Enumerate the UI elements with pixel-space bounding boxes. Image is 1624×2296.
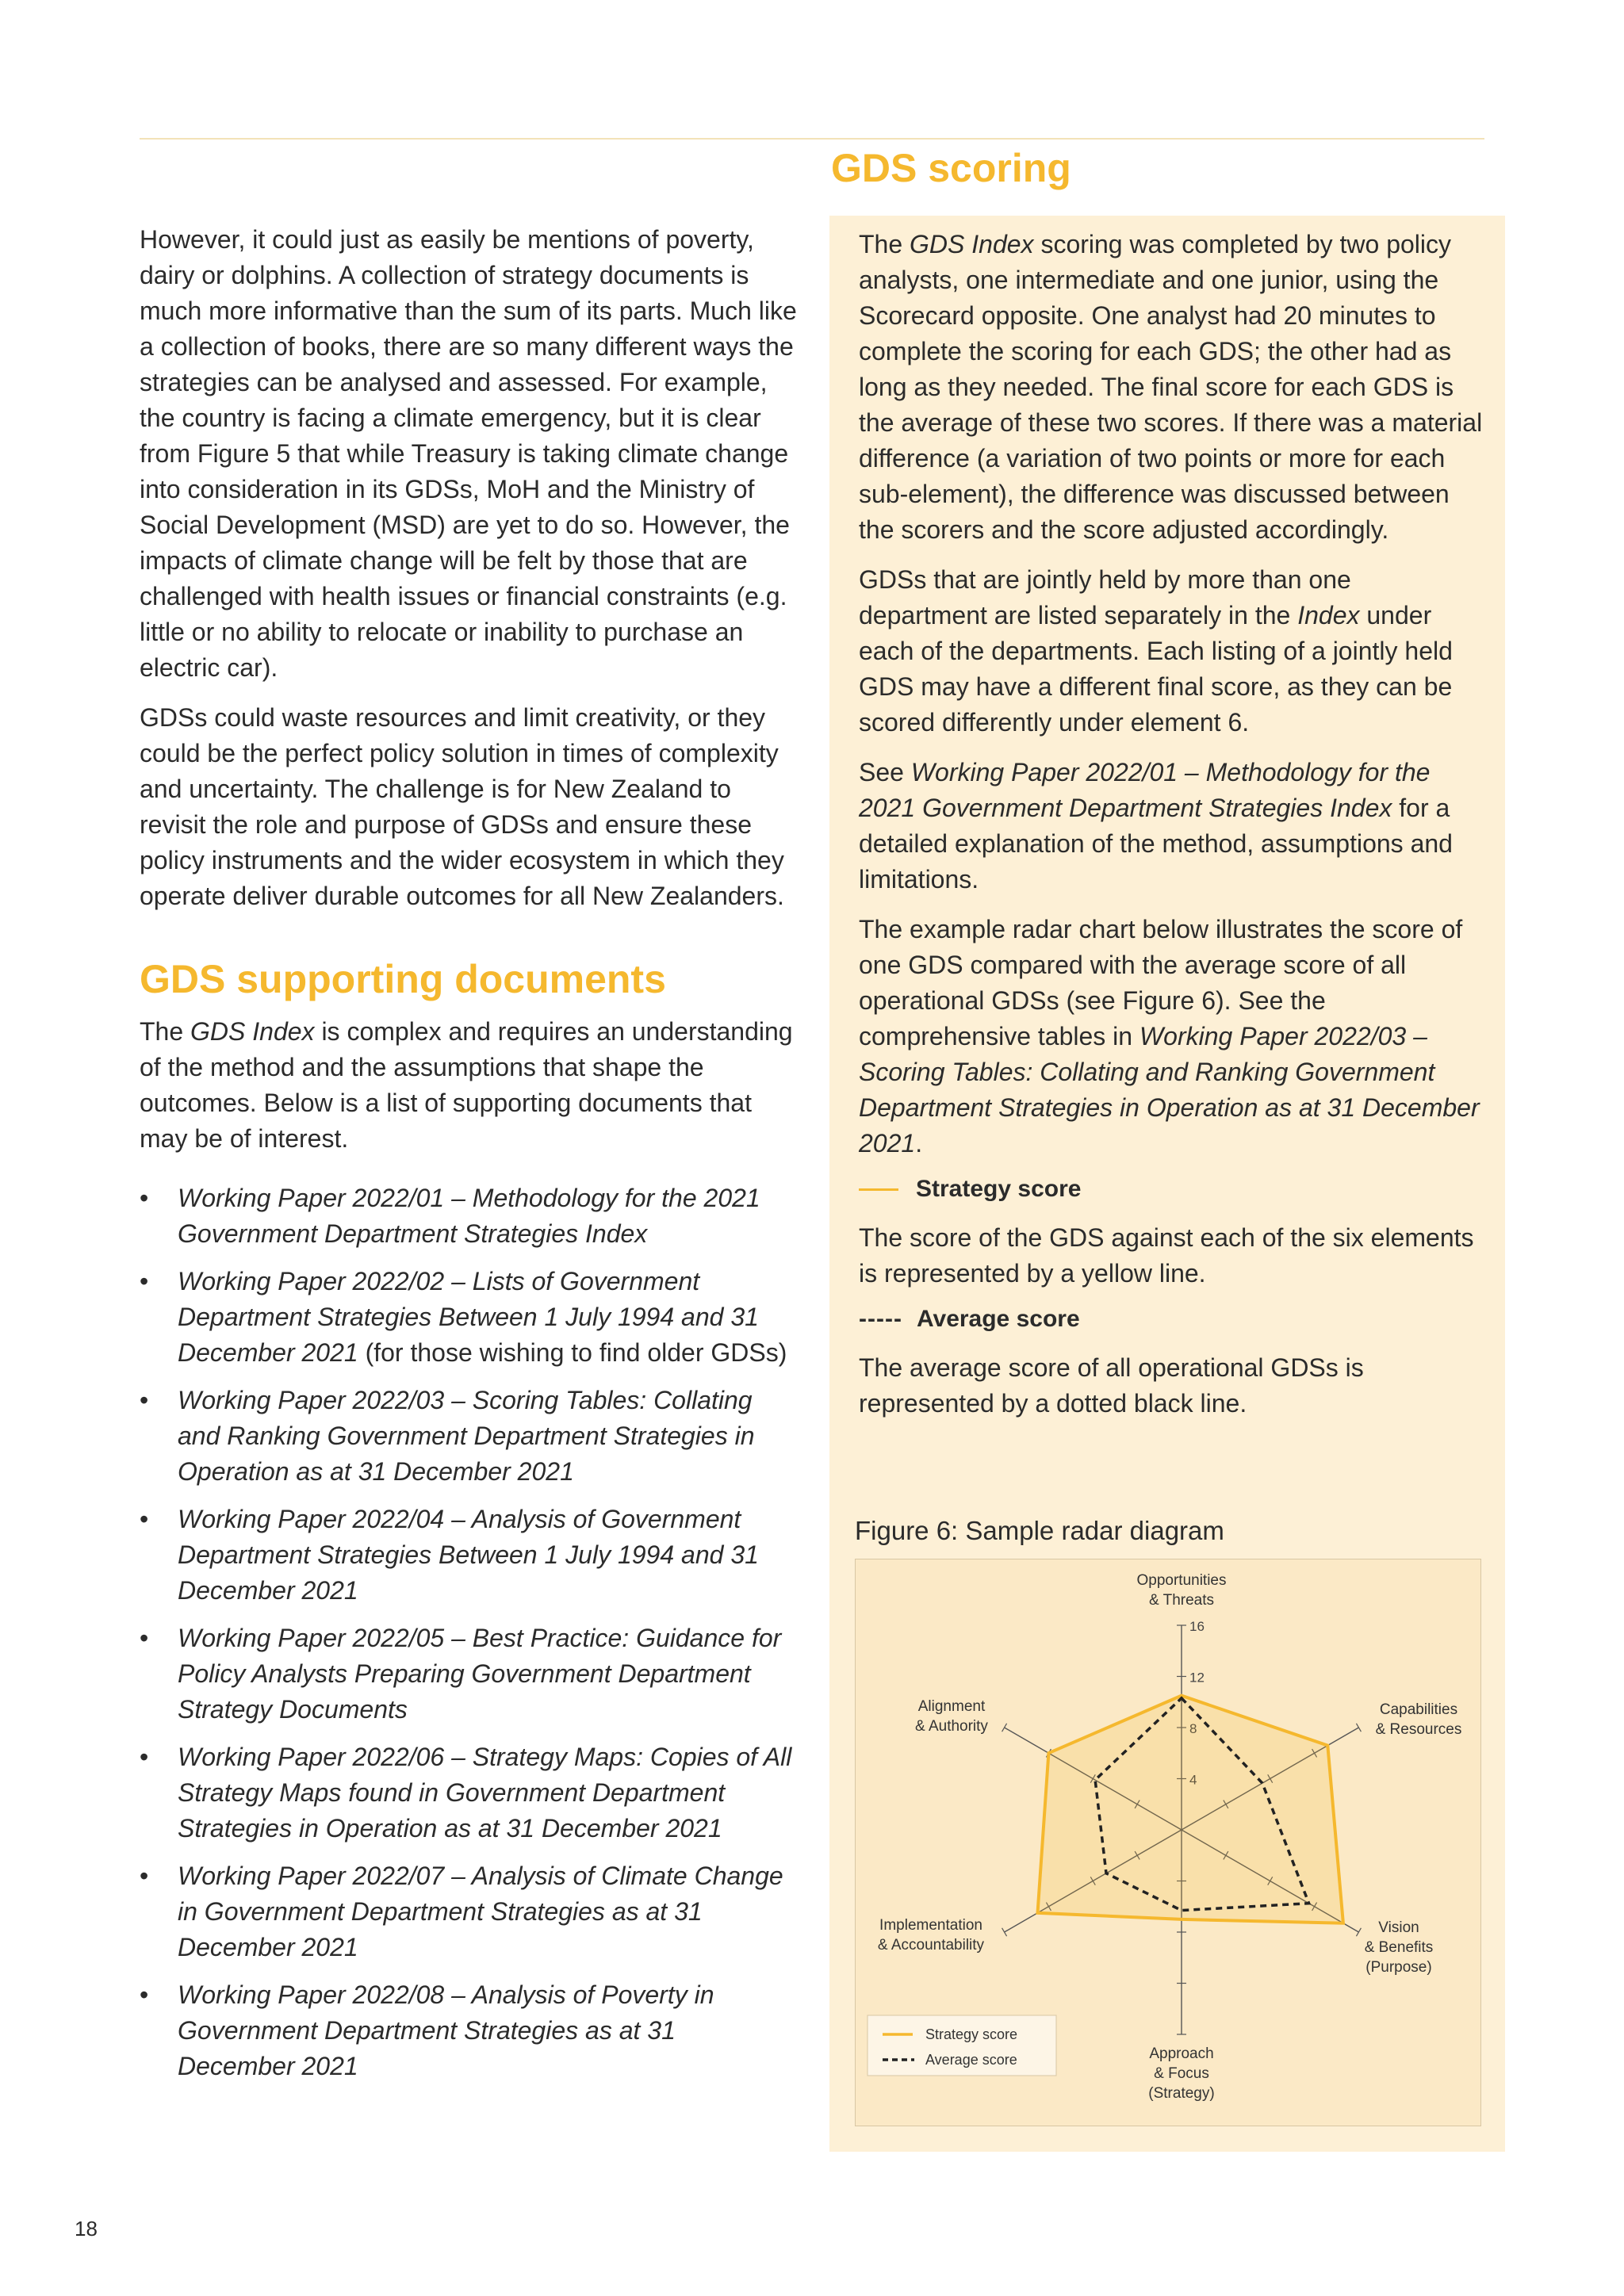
tick-label: 16 — [1189, 1619, 1205, 1634]
paragraph-gds-challenge: GDSs could waste resources and limit creativity, or they could be the perfect policy solution in times of complexity and uncertainty. The challenge is for New Zealand to revisit the role and purpose of GDSs and ensure these policy instruments and the wider ecosystem in which they operate deliver durable outcomes for all New Zealanders. — [140, 703, 784, 910]
top-rule — [140, 138, 1484, 140]
axis-label-line: Vision — [1378, 1919, 1419, 1936]
doc-title: Working Paper 2022/01 – Methodology for the 2021 Government Department Strategies Index — [178, 1184, 760, 1248]
gds-scoring-heading: GDS scoring — [831, 146, 1071, 190]
axis-label-line: & Benefits — [1364, 1939, 1434, 1956]
tick-label: 12 — [1189, 1670, 1205, 1686]
doc-title: Working Paper 2022/05 – Best Practice: Guidance for Policy Analysts Preparing Government Department Strategy Documents — [178, 1624, 782, 1724]
radar-chart-box — [855, 1559, 1481, 2126]
axis-label-line: & Accountability — [877, 1937, 985, 1954]
axis-label-line: & Focus — [1154, 2065, 1209, 2082]
strategy-score-key — [859, 1176, 1485, 1203]
doc-title: Working Paper 2022/08 – Analysis of Poverty in Government Department Strategies as at 31 December 2021 — [178, 1980, 714, 2080]
page-number: 18 — [75, 2217, 98, 2241]
bullet: • — [140, 1184, 149, 1212]
left-column — [140, 222, 798, 2096]
average-score-description: The average score of all operational GDSs is represented by a dotted black line. — [859, 1353, 1364, 1418]
axis-label — [915, 1698, 988, 1735]
legend-strategy-label: Strategy score — [925, 2026, 1018, 2042]
doc-note: (for those wishing to find older GDSs) — [358, 1338, 787, 1367]
strategy-score-description: The score of the GDS against each of the six elements is represented by a yellow line. — [859, 1223, 1474, 1288]
axis-label-line: Opportunities — [1136, 1572, 1227, 1589]
axis-label-line: & Resources — [1375, 1721, 1462, 1738]
doc-title: Working Paper 2022/07 – Analysis of Climate Change in Government Department Strategies as at 31 December 2021 — [178, 1862, 783, 1961]
bullet: • — [140, 1386, 149, 1414]
supporting-intro: The GDS Index is complex and requires an understanding of the method and the assumptions that shape the outcomes. Below is a list of supporting documents that may be of interest. — [140, 1017, 793, 1153]
list-item — [140, 1977, 798, 2084]
axis-label — [1136, 1572, 1226, 1609]
paragraph-climate: However, it could just as easily be mentions of poverty, dairy or dolphins. A collection of strategy documents is much more informative than the sum of its parts. Much like a collection of books, there are so many different ways the strategies can be analysed and assessed. For example, the country is facing a climate emergency, but it is clear from Figure 5 that while Treasury is taking climate change into consideration in its GDSs, MoH and the Ministry of Social Development (MSD) are yet to do so. However, the impacts of climate change will be felt by those that are challenged with health issues or financial constraints (e.g. little or no ability to relocate or inability to purchase an electric car). — [140, 225, 797, 682]
bullet: • — [140, 1980, 149, 2009]
axis-label-line: (Strategy) — [1148, 2085, 1215, 2102]
supporting-documents-list — [140, 1181, 798, 2084]
doc-title: Working Paper 2022/02 – Lists of Government Department Strategies Between 1 July 1994 and 31 December 2021 — [178, 1267, 759, 1367]
axis-label-line: & Authority — [915, 1718, 988, 1735]
strategy-score-series — [1038, 1696, 1343, 1923]
dashed-line-swatch: ----- — [859, 1306, 902, 1332]
list-item — [140, 1739, 798, 1846]
axis-label-line: Capabilities — [1379, 1701, 1458, 1718]
list-item — [140, 1264, 798, 1371]
average-score-key — [859, 1306, 1485, 1333]
bullet: • — [140, 1743, 149, 1771]
scoring-paragraph-1: The GDS Index scoring was completed by two policy analysts, one intermediate and one junior, using the Scorecard opposite. One analyst had 20 minutes to complete the scoring for each GDS; the other had as long as they needed. The final score for each GDS is the average of these two scores. If there was a material difference (a variation of two points or more for each sub-element), the difference was discussed between the scorers and the score adjusted accordingly. — [859, 230, 1483, 544]
scoring-paragraph-2: GDSs that are jointly held by more than one department are listed separately in the Index under each of the departments. Each listing of a jointly held GDS may have a different final score, as they can be scored differently under element 6. — [859, 565, 1453, 737]
list-item — [140, 1383, 798, 1490]
tick-label: 4 — [1189, 1772, 1197, 1788]
bullet: • — [140, 1624, 149, 1652]
bullet: • — [140, 1862, 149, 1890]
doc-title: Working Paper 2022/03 – Scoring Tables: Collating and Ranking Government Department Strategies in Operation as at 31 December 2021 — [178, 1386, 755, 1486]
axis-label — [1365, 1919, 1434, 1976]
figure-caption: Figure 6: Sample radar diagram — [855, 1516, 1224, 1545]
yellow-line-swatch — [859, 1188, 898, 1191]
axis-label-line: Alignment — [917, 1698, 986, 1715]
axis-label-line: (Purpose) — [1365, 1959, 1432, 1976]
list-item — [140, 1181, 798, 1252]
doc-title: Working Paper 2022/06 – Strategy Maps: Copies of All Strategy Maps found in Government Department Strategies in Operation as at 31 December 2021 — [178, 1743, 792, 1843]
axis-label — [1148, 2045, 1214, 2102]
axis-label — [878, 1917, 985, 1954]
list-item — [140, 1502, 798, 1609]
axis-tick — [1002, 1928, 1007, 1936]
radar-chart — [856, 1559, 1480, 2126]
tick-label: 8 — [1189, 1721, 1197, 1736]
bullet: • — [140, 1505, 149, 1533]
axis-label — [1376, 1701, 1462, 1738]
axis-tick — [1002, 1724, 1007, 1732]
legend-average-label: Average score — [925, 2052, 1017, 2068]
axis-tick — [1356, 1928, 1361, 1936]
scoring-paragraph-4: The example radar chart below illustrates the score of one GDS compared with the average score of all operational GDSs (see Figure 6). See the comprehensive tables in Working Paper 2022/03 – Scoring Tables: Collating and Ranking Government Department Strategies in Operation as at 31 December 2021. — [859, 915, 1480, 1158]
list-item — [140, 1621, 798, 1728]
average-score-label: Average score — [916, 1306, 1080, 1332]
axis-label-line: Implementation — [879, 1917, 982, 1934]
list-item — [140, 1858, 798, 1965]
bullet: • — [140, 1267, 149, 1295]
axis-tick — [1356, 1724, 1361, 1732]
axis-label-line: Approach — [1149, 2045, 1214, 2062]
strategy-score-label: Strategy score — [916, 1176, 1082, 1202]
supporting-documents-heading: GDS supporting documents — [140, 957, 666, 1001]
axis-label-line: & Threats — [1148, 1592, 1215, 1609]
doc-title: Working Paper 2022/04 – Analysis of Government Department Strategies Between 1 July 1994 and 31 December 2021 — [178, 1505, 759, 1605]
scoring-paragraph-3: See Working Paper 2022/01 – Methodology for the 2021 Government Department Strategies Index for a detailed explanation of the method, assumptions and limitations. — [859, 758, 1453, 894]
